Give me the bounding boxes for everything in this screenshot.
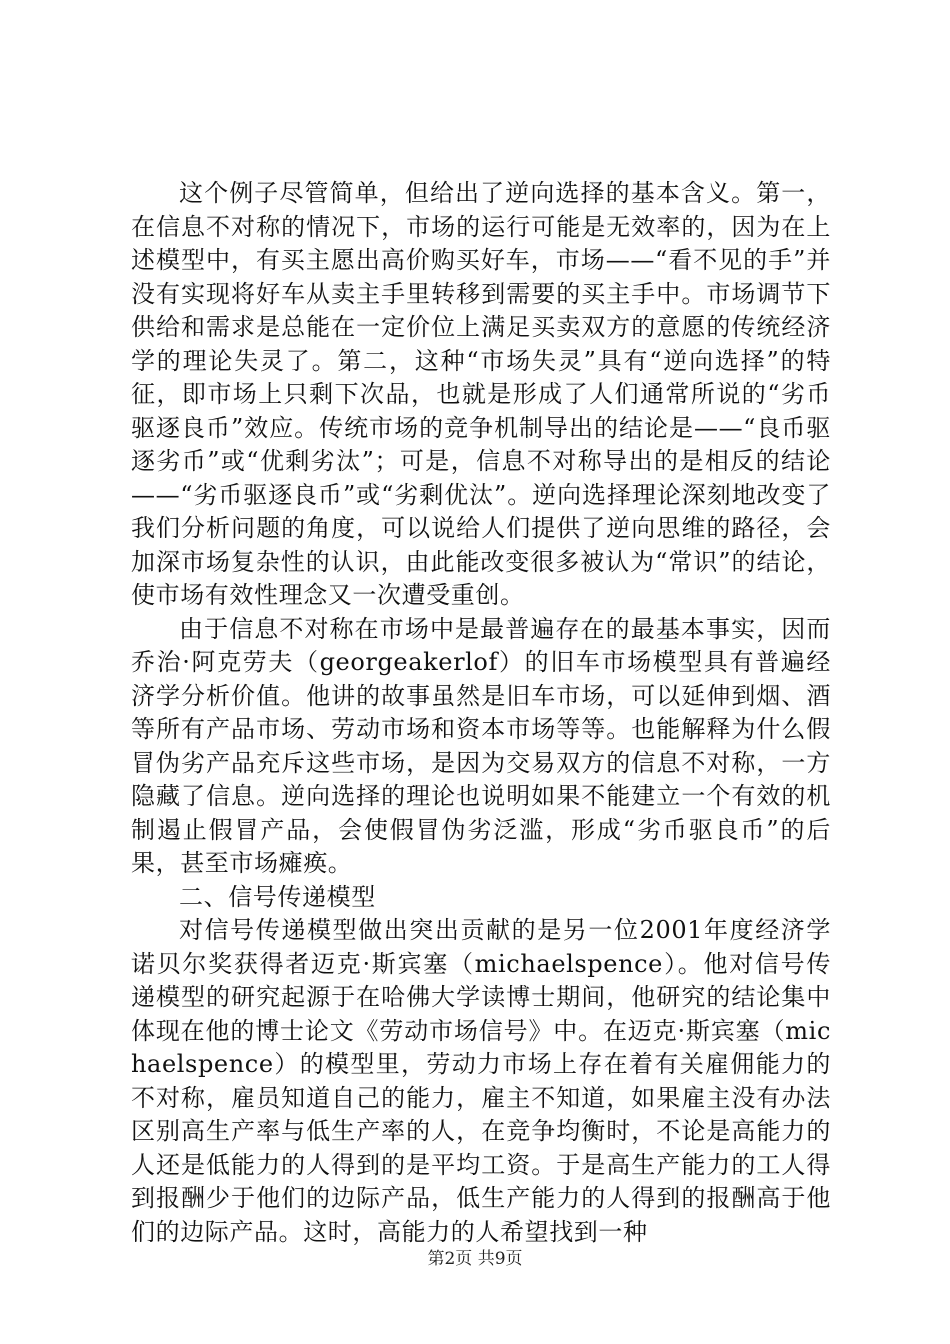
paragraph-adverse-selection-meaning: 这个例子尽管简单，但给出了逆向选择的基本含义。第一，在信息不对称的情况下，市场的运行可能是无效率的，因为在上述模型中，有买主愿出高价购买好车，市场——“看不见的手”并没有实现将好车从卖主手里转移到需要的买主手中。市场调节下供给和需求是总能在一定价位上满足买卖双方的意愿的传统经济学的理论失灵了。第二，这种“市场失灵”具有“逆向选择”的特征，即市场上只剩下次品，也就是形成了人们通常所说的“劣币驱逐良币”效应。传统市场的竞争机制导出的结论是——“良币驱逐劣币”或“优剩劣汰”；可是，信息不对称导出的是相反的结论——“劣币驱逐良币”或“劣剩优汰”。逆向选择理论深刻地改变了我们分析问题的角度，可以说给人们提供了逆向思维的路径，会加深市场复杂性的认识，由此能改变很多被认为“常识”的结论，使市场有效性理念又一次遭受重创。 [131,179,831,609]
page-number-footer: 第2页 共9页 [427,1249,523,1269]
document-body [131,177,831,1249]
section-heading: 二、信号传递模型 [179,882,376,911]
paragraph-information-asymmetry: 由于信息不对称在市场中是最普遍存在的最基本事实，因而乔治·阿克劳夫（georgeakerlof）的旧车市场模型具有普遍经济学分析价值。他讲的故事虽然是旧车市场，可以延伸到烟、酒等所有产品市场、劳动市场和资本市场等等。也能解释为什么假冒伪劣产品充斥这些市场，是因为交易双方的信息不对称，一方隐藏了信息。逆向选择的理论也说明如果不能建立一个有效的机制遏止假冒产品，会使假冒伪劣泛滥，形成“劣币驱良币”的后果，甚至市场瘫痪。 [131,614,831,877]
paragraph-signaling-model: 对信号传递模型做出突出贡献的是另一位2001年度经济学诺贝尔奖获得者迈克·斯宾塞（michaelspence）。他对信号传递模型的研究起源于在哈佛大学读博士期间，他研究的结论集中体现在他的博士论文《劳动市场信号》中。在迈克·斯宾塞（michaelspence）的模型里，劳动力市场上存在着有关雇佣能力的不对称，雇员知道自己的能力，雇主不知道，如果雇主没有办法区别高生产率与低生产率的人，在竞争均衡时，不论是高能力的人还是低能力的人得到的是平均工资。于是高生产能力的工人得到报酬少于他们的边际产品，低生产能力的人得到的报酬高于他们的边际产品。这时，高能力的人希望找到一种 [131,916,831,1246]
